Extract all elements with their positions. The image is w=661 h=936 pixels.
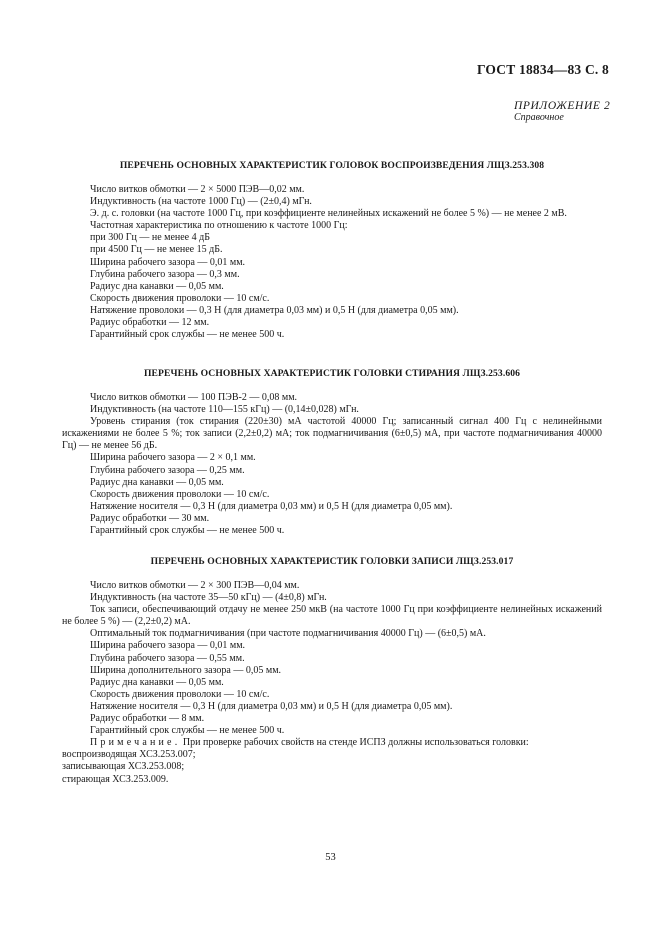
list-item: Натяжение проволоки — 0,3 Н (для диаметра 0,03 мм) и 0,5 Н (для диаметра 0,05 мм). [90,304,459,316]
appendix-title: ПРИЛОЖЕНИЕ 2 [514,100,611,112]
section-heading: ПЕРЕЧЕНЬ ОСНОВНЫХ ХАРАКТЕРИСТИК ГОЛОВКИ СТИРАНИЯ ЛЩЗ.253.606 [143,368,521,379]
list-item: Радиус дна канавки — 0,05 мм. [90,280,224,292]
document-code: ГОСТ 18834—83 С. 8 [476,62,609,77]
list-item: Радиус дна канавки — 0,05 мм. [90,676,224,688]
list-item: Индуктивность (на частоте 1000 Гц) — (2±0,4) мГн. [90,196,312,208]
list-item: Скорость движения проволоки — 10 см/с. [90,488,270,500]
list-item: Скорость движения проволоки — 10 см/с. [90,292,270,304]
list-item: Натяжение носителя — 0,3 Н (для диаметра 0,03 мм) и 0,5 Н (для диаметра 0,05 мм). [90,700,453,712]
section-heading: ПЕРЕЧЕНЬ ОСНОВНЫХ ХАРАКТЕРИСТИК ГОЛОВКИ ЗАПИСИ ЛЩЗ.253.017 [150,556,514,567]
list-item: Радиус дна канавки — 0,05 мм. [90,476,224,488]
list-item: Число витков обмотки — 2 × 5000 ПЭВ—0,02 мм. [90,184,305,195]
list-item: при 4500 Гц — не менее 15 дБ. [90,244,223,256]
list-item: Глубина рабочего зазора — 0,3 мм. [90,268,240,280]
list-item: Ширина рабочего зазора — 0,01 мм. [90,256,246,268]
list-item: Радиус обработки — 8 мм. [90,713,205,725]
list-item: Ток записи, обеспечивающий отдачу не менее 250 мкВ (на частоте 1000 Гц при коэффициенте нелинейных искажений не более 5 %) — (2,2±0,2) мА. [62,604,602,628]
note-text: При проверке рабочих свойств на стенде ИСПЗ должны использоваться головки: [180,737,529,749]
note [62,737,602,749]
list-item: Радиус обработки — 12 мм. [90,317,210,329]
section-heading: ПЕРЕЧЕНЬ ОСНОВНЫХ ХАРАКТЕРИСТИК ГОЛОВОК ВОСПРОИЗВЕДЕНИЯ ЛЩЗ.253.308 [119,160,545,171]
list-item: Уровень стирания (ток стирания (220±30) мА частотой 40000 Гц; записанный сигнал 400 Гц с нелинейными искажениями не более 5 %; ток записи (2,2±0,2) мА; ток подмагничивания (6±0,5) мА, при частоте подмагничивания 40000 Гц) — не менее 56 дБ. [62,416,602,452]
list-item: Частотная характеристика по отношению к частоте 1000 Гц: [90,220,348,232]
list-item: Число витков обмотки — 100 ПЭВ-2 — 0,08 мм. [90,392,298,403]
list-item: Э. д. с. головки (на частоте 1000 Гц, при коэффициенте нелинейных искажений не более 5 %) — не менее 2 мВ. [90,208,567,220]
list-item: Радиус обработки — 30 мм. [90,512,210,524]
list-item: Глубина рабочего зазора — 0,25 мм. [90,464,245,476]
note-item: стирающая ХСЗ.253.009. [62,773,169,785]
list-item: Скорость движения проволоки — 10 см/с. [90,688,270,700]
list-item: Глубина рабочего зазора — 0,55 мм. [90,652,245,664]
list-item: Ширина рабочего зазора — 2 × 0,1 мм. [90,452,256,464]
page-number: 53 [325,852,336,863]
note-item: воспроизводящая ХСЗ.253.007; [62,749,196,761]
list-item: при 300 Гц — не менее 4 дБ [90,232,210,244]
section-record-head [62,556,602,786]
note-label: Примечание. [90,737,181,749]
section-erase-head [62,368,602,537]
note-item: записывающая ХСЗ.253.008; [62,761,185,773]
appendix-subtitle: Справочное [514,112,564,123]
list-item: Ширина дополнительного зазора — 0,05 мм. [90,664,282,676]
list-item: Гарантийный срок службы — не менее 500 ч. [90,525,285,537]
list-item: Число витков обмотки — 2 × 300 ПЭВ—0,04 мм. [90,580,300,591]
list-item: Оптимальный ток подмагничивания (при частоте подмагничивания 40000 Гц) — (6±0,5) мА. [90,628,486,640]
list-item: Индуктивность (на частоте 110—155 кГц) — (0,14±0,028) мГн. [90,404,359,416]
list-item: Индуктивность (на частоте 35—50 кГц) — (4±0,8) мГн. [90,592,327,604]
list-item: Натяжение носителя — 0,3 Н (для диаметра 0,03 мм) и 0,5 Н (для диаметра 0,05 мм). [90,500,453,512]
list-item: Гарантийный срок службы — не менее 500 ч. [90,725,285,737]
list-item: Гарантийный срок службы — не менее 500 ч. [90,329,285,341]
list-item: Ширина рабочего зазора — 0,01 мм. [90,640,246,652]
section-playback-heads [62,160,602,341]
